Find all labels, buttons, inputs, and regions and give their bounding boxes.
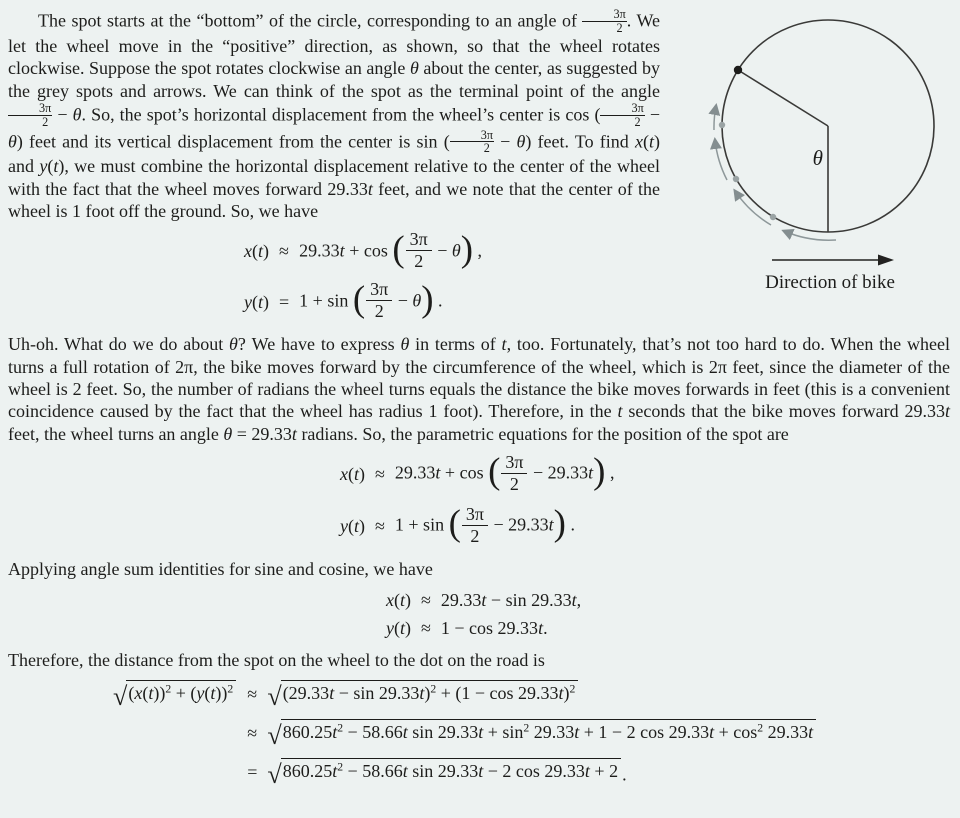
big-paren: ) xyxy=(460,227,474,269)
fraction: $\frac{3\pi}{2}$ xyxy=(406,229,432,271)
rotation-arrow-3 xyxy=(715,140,727,180)
paragraph-theta: Uh-oh. What do we do about θ? We have to express θ in terms of t, too. Fortunately, that’s not too hard to do. When the wheel turns a full rotation of 2π, the bike moves forward by the circumference of the wheel, which is 2π feet, since the diameter of the wheel is 2 feet. So, the number of radians the wheel turns equals the distance the bike moves forwards in feet (this is a convenient coincidence caused by the fact that the wheel has radius 1 foot). Therefore, in the t seconds that the bike moves forward 29.33t feet, the wheel turns an angle θ = 29.33t radians. So, the parametric equations for the position of the spot are xyxy=(8,334,950,444)
big-paren: ) xyxy=(421,277,434,319)
fraction: $\frac{3\pi}{2}$ xyxy=(450,129,494,156)
equation-block-1 xyxy=(244,227,660,324)
eq-relation: ≈ xyxy=(375,464,385,485)
eq-lhs: x(t) xyxy=(340,464,366,485)
big-paren: ( xyxy=(352,277,366,319)
equation-block-4 xyxy=(113,680,950,789)
fraction: $\frac{3\pi}{2}$ xyxy=(582,8,626,35)
theta-label: θ xyxy=(812,146,823,170)
fraction: $\frac{3\pi}{2}$ xyxy=(462,504,488,546)
equation-block-3 xyxy=(386,589,950,639)
square-root: √ $860.25t^2 - 58.66t$ sin 29.33t − 2 cos 29.33t + 2 xyxy=(267,758,621,783)
eq-relation: ≈ xyxy=(421,617,431,638)
eq-rhs: 29.33t + cos ( $\frac{3\pi}{2}$ − θ) , xyxy=(299,227,483,272)
eq-lhs: y(t) xyxy=(386,617,412,638)
eq-rhs: 29.33t + cos ( $\frac{3\pi}{2}$ − 29.33t) , xyxy=(394,450,615,494)
eq-rhs: 29.33t − sin 29.33t, xyxy=(440,590,582,611)
eq-lhs: y(t) xyxy=(244,291,270,312)
eq-rhs xyxy=(267,719,817,750)
rotation-arrow-2 xyxy=(735,191,771,225)
big-paren: ( xyxy=(448,502,461,544)
square-root: √ $860.25t^2 - 58.66t$ $\sin 29.33t + \sin^2 29.33t + 1 - 2$ $\cos 29.33t + \cos^2 29.33t$ xyxy=(267,719,816,744)
big-paren: ( xyxy=(392,227,405,269)
wheel-diagram-svg xyxy=(696,8,950,300)
eq-relation: ≈ xyxy=(247,723,258,744)
grey-spot-3 xyxy=(719,122,725,128)
grey-spot-1 xyxy=(770,214,776,220)
eq-relation: ≈ xyxy=(375,516,385,537)
equation-block-2 xyxy=(340,450,950,548)
fraction: $\frac{3\pi}{2}$ xyxy=(8,102,52,129)
rotation-arrow-4 xyxy=(714,106,716,130)
eq-lhs: x(t) xyxy=(386,590,412,611)
fraction: $\frac{3\pi}{2}$ xyxy=(366,279,392,321)
paragraph-distance: Therefore, the distance from the spot on the wheel to the dot on the road is xyxy=(8,650,545,670)
eq-lhs: x(t) xyxy=(244,241,270,262)
eq-lhs xyxy=(113,680,237,711)
eq-relation: = xyxy=(279,291,290,312)
eq-relation: = xyxy=(247,762,258,782)
bike-direction-arrow-head xyxy=(878,255,894,266)
eq-relation: ≈ xyxy=(279,241,289,262)
paragraph-intro: The spot starts at the “bottom” of the circle, corresponding to an angle of $\frac{3\pi}{2}$ . We let the wheel move in the “positive” direction, as shown, so that the wheel rotates clockwise. Suppose the spot rotates clockwise an angle θ about the center, as suggested by the grey spots and arrows. We can think of the spot as the terminal point of the angle $\frac{3\pi}{2}$ − θ. So, the spot’s horizontal displacement from the wheel’s center is cos ( $\frac{3\pi}{2}$ − θ) feet and its vertical displacement from the center is sin ( $\frac{3\pi}{2}$ − θ) feet. To find x(t) and y(t), we must combine the horizontal displacement relative to the center of the wheel with the fact that the wheel moves forward 29.33t feet, and we note that the center of the wheel is 1 foot off the ground. So, we have xyxy=(8,7,661,222)
square-root: √ $(29.33t - \sin 29.33t)^2 + (1 - \cos 29.33t)^2$ xyxy=(267,680,578,705)
eq-rhs: 1 + sin ( $\frac{3\pi}{2}$ − θ) . xyxy=(299,277,443,322)
eq-rhs: 1 + sin ( $\frac{3\pi}{2}$ − 29.33t) . xyxy=(394,502,575,547)
big-paren: ) xyxy=(593,450,606,492)
grey-spot-2 xyxy=(733,176,739,182)
big-paren: ) xyxy=(553,502,566,544)
eq-rhs xyxy=(267,680,817,711)
square-root: √ $(x(t))^2 + (y(t))^2$ xyxy=(113,680,236,705)
fraction: $\frac{3\pi}{2}$ xyxy=(600,102,644,129)
eq-relation: ≈ xyxy=(421,590,431,611)
eq-relation: ≈ xyxy=(247,684,258,705)
spot-dot xyxy=(734,66,742,74)
eq-rhs: √ $860.25t^2 - 58.66t$ sin 29.33t − 2 cos 29.33t + 2 . xyxy=(267,759,627,789)
diagram-caption: Direction of bike xyxy=(765,272,895,293)
eq-rhs: 1 − cos 29.33t. xyxy=(440,617,548,638)
eq-lhs: y(t) xyxy=(340,516,366,537)
big-paren: ( xyxy=(488,450,501,492)
fraction: $\frac{3\pi}{2}$ xyxy=(501,452,527,494)
paragraph-identities: Applying angle sum identities for sine and cosine, we have xyxy=(8,558,433,579)
wheel-diagram xyxy=(696,8,950,300)
radius-to-spot-line xyxy=(738,70,828,126)
